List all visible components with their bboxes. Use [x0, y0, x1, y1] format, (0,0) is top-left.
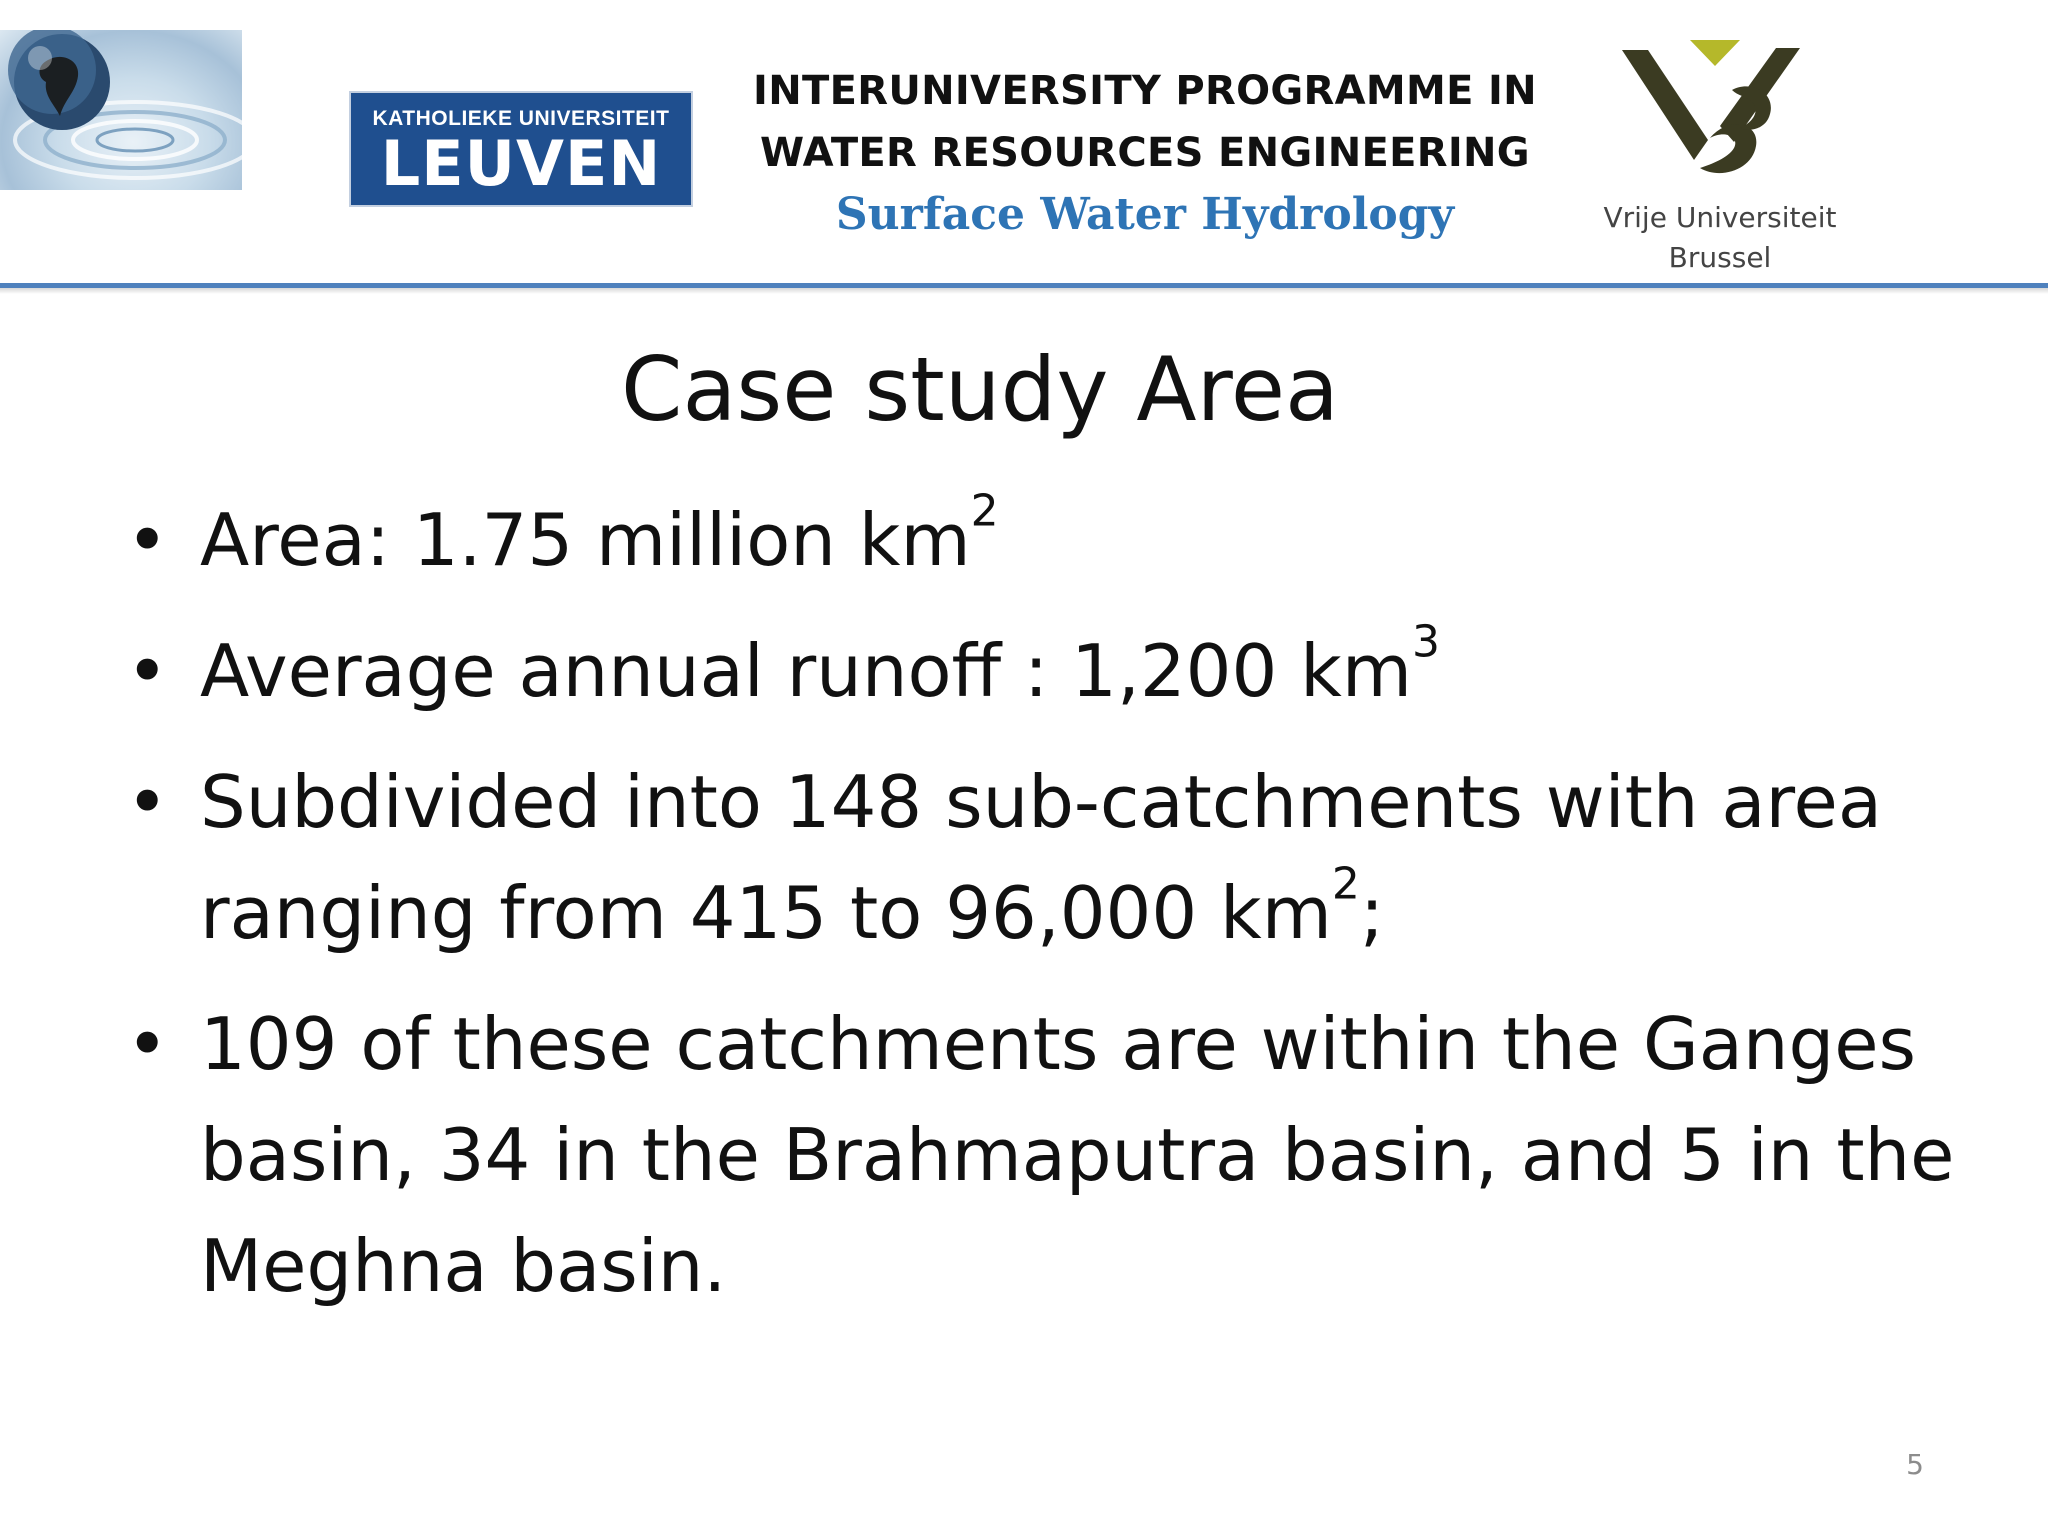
vub-logo-text — [1600, 198, 1840, 278]
globe-water-logo — [0, 30, 242, 190]
bullet-dot: • — [126, 1002, 169, 1086]
ku-leuven-logo — [349, 91, 693, 207]
slide-title: Case study Area — [621, 338, 1339, 441]
bullet-text: Subdivided into 148 sub-catchments with area ranging from 415 to 96,000 km — [200, 760, 1882, 955]
programme-title-line2: WATER RESOURCES ENGINEERING — [760, 130, 1530, 176]
bullet-list — [118, 485, 1998, 1342]
ku-leuven-logo-top-text: KATHOLIEKE UNIVERSITEIT — [372, 107, 670, 130]
bullet-suffix: ; — [1359, 871, 1385, 955]
bullet-item — [118, 989, 1998, 1322]
bullet-item — [118, 616, 1998, 727]
bullet-dot: • — [126, 629, 169, 713]
page-number: 5 — [1906, 1448, 1924, 1481]
vub-logo-line2: Brussel — [1668, 241, 1772, 274]
course-name: Surface Water Hydrology — [835, 189, 1455, 240]
vub-logo — [1600, 30, 1840, 275]
slide-header — [0, 0, 2048, 285]
ku-leuven-logo-main-text: LEUVEN — [380, 127, 662, 200]
bullet-text: 109 of these catchments are within the Ganges basin, 34 in the Brahmaputra basin, and 5 in the Meghna basin. — [200, 1002, 1955, 1308]
vub-emblem-icon — [1600, 30, 1840, 200]
bullet-text: Average annual runoff : 1,200 km — [200, 629, 1412, 713]
globe-water-icon — [0, 30, 242, 190]
programme-heading — [720, 60, 1570, 246]
programme-title-line1: INTERUNIVERSITY PROGRAMME IN — [753, 68, 1537, 114]
bullet-superscript: 3 — [1411, 616, 1440, 668]
bullet-superscript: 2 — [1331, 858, 1360, 910]
bullet-text: Area: 1.75 million km — [200, 498, 971, 582]
bullet-dot: • — [126, 760, 169, 844]
bullet-dot: • — [126, 498, 169, 582]
bullet-item — [118, 485, 1998, 596]
vub-logo-line1: Vrije Universiteit — [1603, 201, 1837, 234]
bullet-item — [118, 747, 1998, 969]
header-divider-shadow — [0, 288, 2048, 294]
bullet-superscript: 2 — [970, 485, 999, 537]
